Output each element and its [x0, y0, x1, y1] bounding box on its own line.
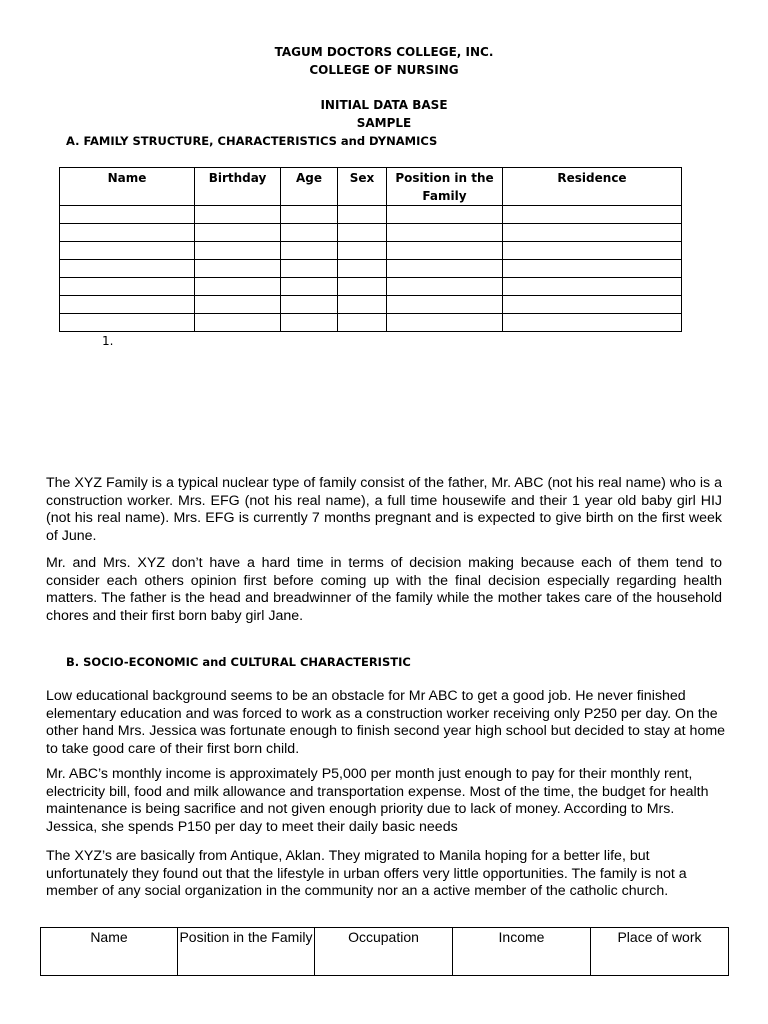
- table-cell: [503, 242, 682, 260]
- table-cell: [281, 314, 338, 332]
- column-header-sex: Sex: [338, 168, 387, 206]
- table-cell: [281, 242, 338, 260]
- table-cell: [387, 242, 503, 260]
- table-cell: [195, 278, 281, 296]
- table-cell: [503, 260, 682, 278]
- table-cell: [387, 224, 503, 242]
- table-row: [60, 260, 682, 278]
- table-cell: [387, 260, 503, 278]
- table-cell: [281, 206, 338, 224]
- socio-paragraph-2: Mr. ABC’s monthly income is approximately P5,000 per month just enough to pay for their monthly rent, electricity bill, food and milk allowance and transportation expense. Most of the time, the budget for health maintenance is being sacrifice and not given enough priority due to lack of money. According to Mrs. Jessica, she spends P150 per day to meet their daily basic needs: [46, 766, 709, 835]
- table-cell: [195, 314, 281, 332]
- section-a-title: A. FAMILY STRUCTURE, CHARACTERISTICS and DYNAMICS: [66, 134, 438, 148]
- table-cell: [60, 260, 195, 278]
- table-cell: [195, 242, 281, 260]
- table-cell: [338, 224, 387, 242]
- table-header-row: [60, 168, 682, 206]
- document-subtitle: SAMPLE: [356, 116, 412, 130]
- table-cell: [195, 296, 281, 314]
- table-cell: [387, 278, 503, 296]
- table-cell: [281, 260, 338, 278]
- table-cell: [503, 278, 682, 296]
- table-cell: [338, 278, 387, 296]
- column-header-age: Age: [281, 168, 338, 206]
- section-b-title: B. SOCIO-ECONOMIC and CULTURAL CHARACTERISTIC: [66, 655, 411, 669]
- table-row: [60, 278, 682, 296]
- table-cell: [503, 296, 682, 314]
- table-cell: [60, 224, 195, 242]
- list-marker: 1.: [102, 334, 114, 348]
- table-cell: [195, 206, 281, 224]
- table-cell: [503, 206, 682, 224]
- table-row: [60, 206, 682, 224]
- table-row: [60, 242, 682, 260]
- table-cell: [503, 224, 682, 242]
- college-name: COLLEGE OF NURSING: [309, 63, 459, 77]
- table-cell: [195, 224, 281, 242]
- column-header-residence: Residence: [503, 168, 682, 206]
- table-cell: [60, 296, 195, 314]
- column-header-occupation: Occupation: [315, 928, 453, 976]
- family-paragraph-2: Mr. and Mrs. XYZ don’t have a hard time in terms of decision making because each of them tend to consider each others opinion first before coming up with the final decision especially regarding health matters. The father is the head and breadwinner of the family while the mother takes care of the household chores and their first born baby girl Jane.: [46, 555, 722, 624]
- socio-paragraph-3: The XYZ’s are basically from Antique, Aklan. They migrated to Manila hoping for a better life, but unfortunately they found out that the lifestyle in urban offers very little opportunities. The family is not a member of any social organization in the community nor an a active member of the catholic church.: [46, 848, 687, 899]
- table-row: [60, 224, 682, 242]
- family-paragraph-1: The XYZ Family is a typical nuclear type of family consist of the father, Mr. ABC (not his real name) who is a construction worker. Mrs. EFG (not his real name), a full time housewife and their 1 year old baby girl HIJ (not his real name). Mrs. EFG is currently 7 months pregnant and is expected to give birth on the first week of June.: [46, 475, 722, 544]
- column-header-income: Income: [453, 928, 591, 976]
- family-table-body: [60, 206, 682, 332]
- table-cell: [387, 206, 503, 224]
- table-cell: [281, 296, 338, 314]
- table-cell: [387, 296, 503, 314]
- table-cell: [338, 260, 387, 278]
- table-cell: [281, 278, 338, 296]
- household-economics-table: [40, 927, 729, 976]
- table-cell: [338, 242, 387, 260]
- institution-name: TAGUM DOCTORS COLLEGE, INC.: [274, 45, 494, 59]
- table-cell: [281, 224, 338, 242]
- table-header-row: [41, 928, 729, 976]
- column-header-name: Name: [60, 168, 195, 206]
- table-cell: [60, 314, 195, 332]
- table-row: [60, 296, 682, 314]
- table-cell: [195, 260, 281, 278]
- column-header-position: Position in the Family: [178, 928, 315, 976]
- table-cell: [387, 314, 503, 332]
- column-header-place-of-work: Place of work: [591, 928, 729, 976]
- table-cell: [60, 278, 195, 296]
- table-cell: [338, 314, 387, 332]
- table-cell: [338, 206, 387, 224]
- table-cell: [338, 296, 387, 314]
- table-row: [60, 314, 682, 332]
- table-cell: [503, 314, 682, 332]
- column-header-birthday: Birthday: [195, 168, 281, 206]
- table-cell: [60, 242, 195, 260]
- family-structure-table: [59, 167, 682, 332]
- document-title: INITIAL DATA BASE: [320, 98, 448, 112]
- column-header-position: Position in the Family: [387, 168, 503, 206]
- table-cell: [60, 206, 195, 224]
- column-header-name: Name: [41, 928, 178, 976]
- socio-paragraph-1: Low educational background seems to be an obstacle for Mr ABC to get a good job. He never finished elementary education and was forced to work as a construction worker receiving only P250 per day. On the other hand Mrs. Jessica was fortunate enough to finish second year high school but decided to stay at home to take good care of their first born child.: [46, 688, 726, 757]
